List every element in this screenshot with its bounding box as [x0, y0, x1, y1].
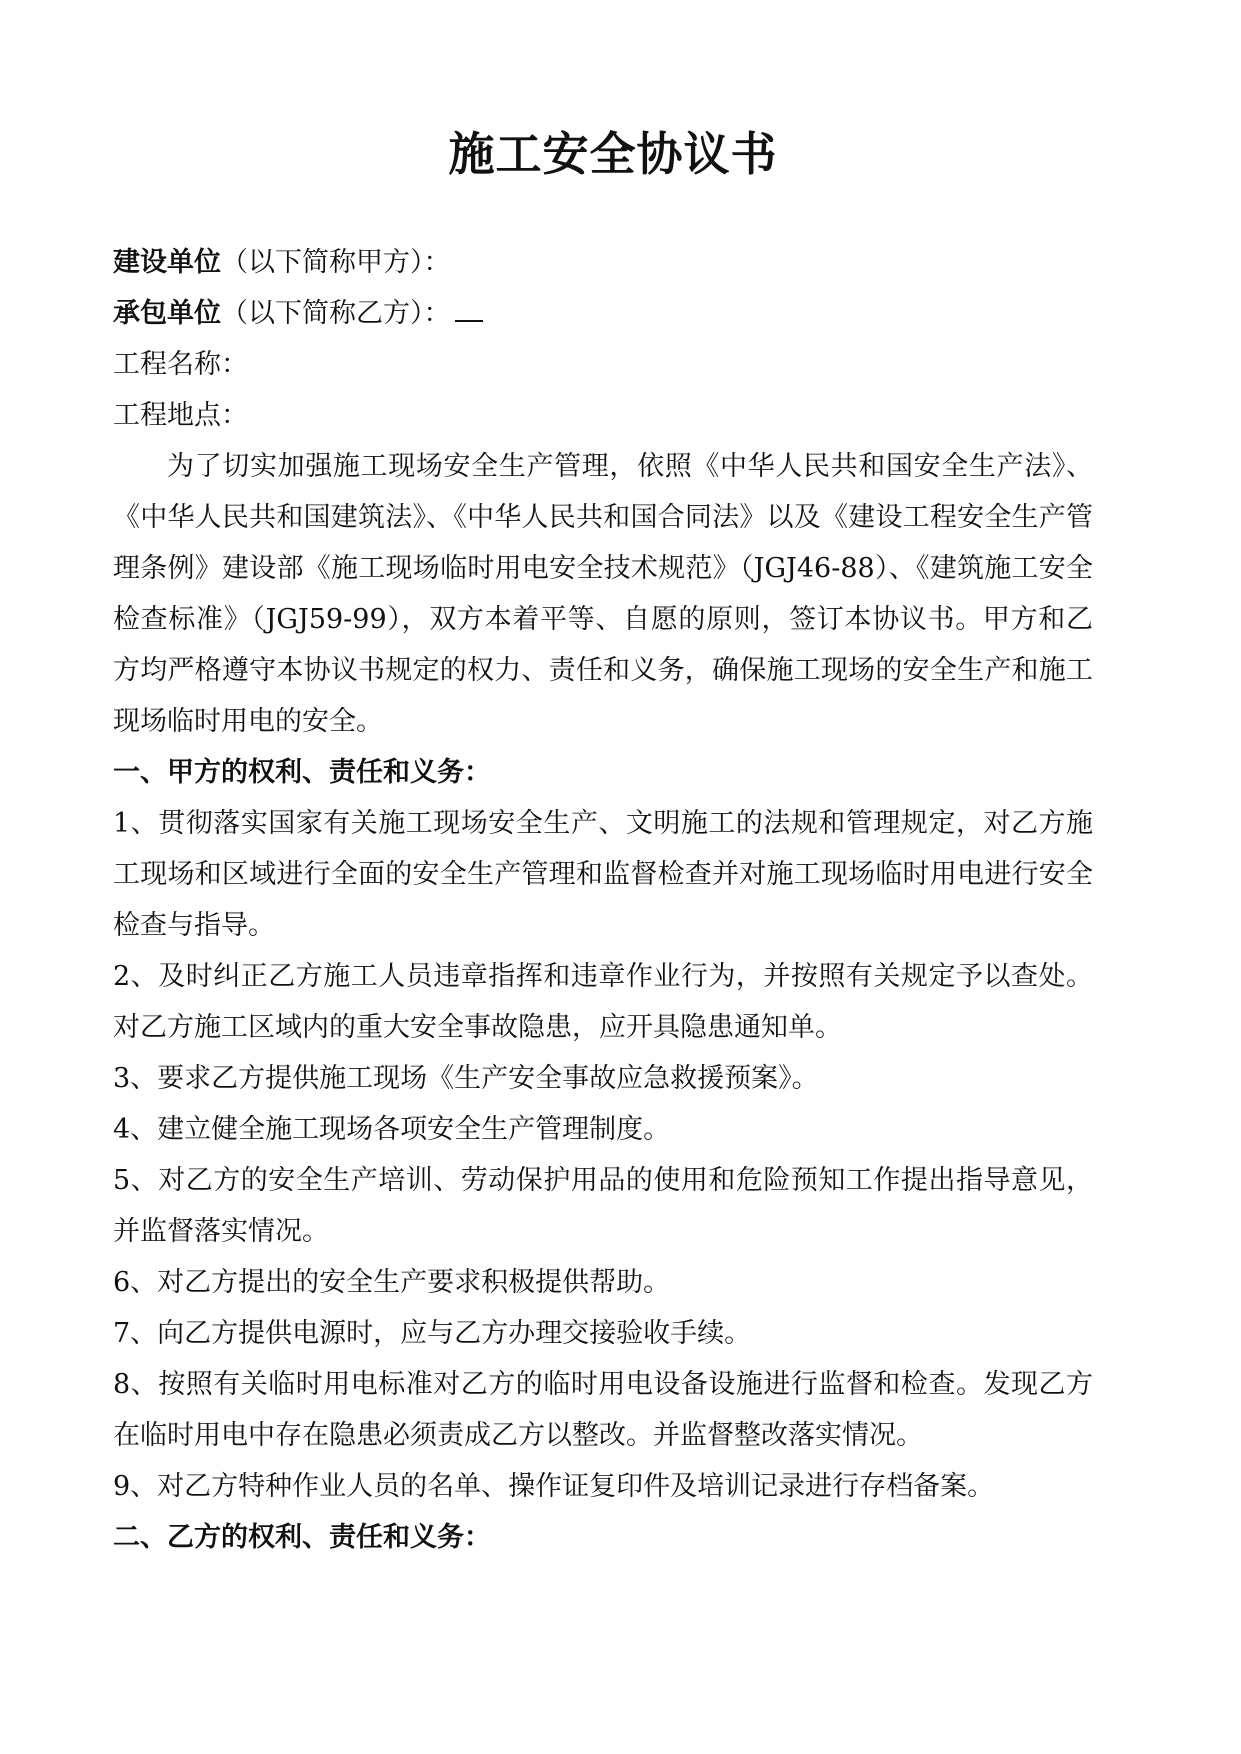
document-body [113, 237, 1093, 1563]
party-a-line [113, 237, 1093, 288]
document-title: 施工安全协议书 [448, 127, 778, 181]
intro-paragraph: 为了切实加强施工现场安全生产管理，依照《中华人民共和国安全生产法》、《中华人民共和国建筑法》、《中华人民共和国合同法》以及《建设工程安全生产管理条例》建设部《施工现场临时用电安全技术规范》（JGJ46-88）、《建筑施工安全检查标准》（JGJ59-99），双方本着平等、自愿的原则，签订本协议书。甲方和乙方均严格遵守本协议书规定的权力、责任和义务，确保施工现场的安全生产和施工现场临时用电的安全。 [113, 451, 1093, 737]
party-b-blank-field [455, 298, 483, 322]
party-a-suffix: （以下简称甲方）： [221, 247, 451, 278]
section-1-item: 6、对乙方提出的安全生产要求积极提供帮助。 [113, 1267, 671, 1298]
section-2-heading: 二、乙方的权利、责任和义务： [113, 1522, 491, 1553]
party-b-label: 承包单位 [113, 298, 221, 329]
section-1-item: 1、贯彻落实国家有关施工现场安全生产、文明施工的法规和管理规定，对乙方施工现场和区域进行全面的安全生产管理和监督检查并对施工现场临时用电进行安全检查与指导。 [113, 808, 1093, 941]
section-1-item: 2、及时纠正乙方施工人员违章指挥和违章作业行为，并按照有关规定予以查处。对乙方施工区域内的重大安全事故隐患，应开具隐患通知单。 [113, 961, 1093, 1043]
section-1-item: 3、要求乙方提供施工现场《生产安全事故应急救援预案》。 [113, 1063, 819, 1094]
section-1-item: 5、对乙方的安全生产培训、劳动保护用品的使用和危险预知工作提出指导意见，并监督落实情况。 [113, 1165, 1093, 1247]
section-1-item: 7、向乙方提供电源时，应与乙方办理交接验收手续。 [113, 1318, 752, 1349]
project-location-line: 工程地点： [113, 400, 248, 431]
section-1-item: 9、对乙方特种作业人员的名单、操作证复印件及培训记录进行存档备案。 [113, 1471, 995, 1502]
project-name-line: 工程名称： [113, 349, 248, 380]
party-a-label: 建设单位 [113, 247, 221, 278]
party-b-suffix: （以下简称乙方）： [221, 298, 451, 329]
section-1-heading: 一、甲方的权利、责任和义务： [113, 757, 491, 788]
party-b-line [113, 288, 1093, 339]
section-1-item: 4、建立健全施工现场各项安全生产管理制度。 [113, 1114, 671, 1145]
section-1-item: 8、按照有关临时用电标准对乙方的临时用电设备设施进行监督和检查。发现乙方在临时用电中存在隐患必须责成乙方以整改。并监督整改落实情况。 [113, 1369, 1093, 1451]
